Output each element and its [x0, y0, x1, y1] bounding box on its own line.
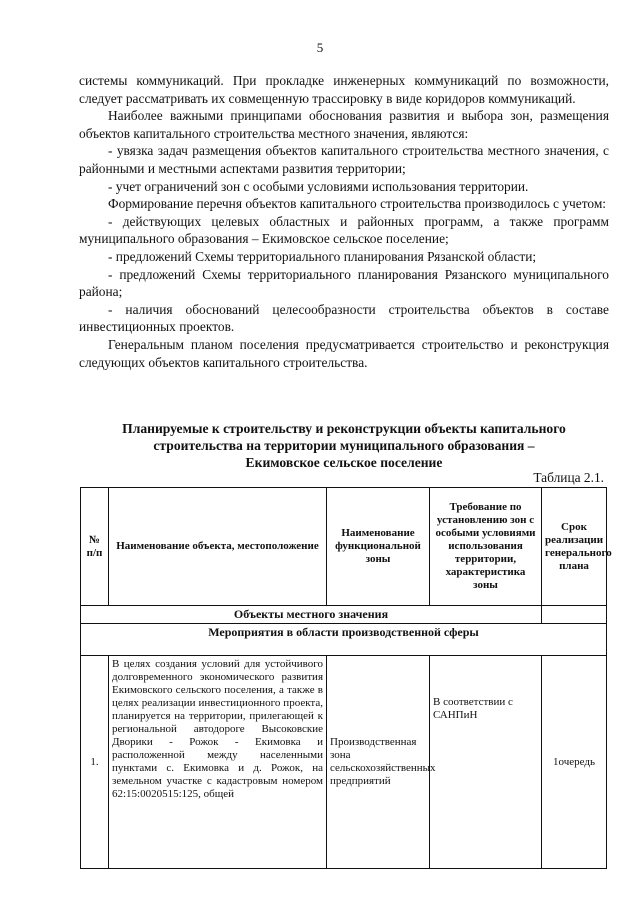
header-term: Срок реализации генерального плана [542, 488, 607, 606]
list-item: - учет ограничений зон с особыми условиями использования территории. [108, 178, 529, 194]
zone-name: Производственная зона сельскохозяйственных предприятий [327, 656, 430, 869]
table-label: Таблица 2.1. [533, 470, 604, 485]
paragraph: Формирование перечня объектов капитального строительства производилось с учетом: [108, 196, 607, 212]
object-description: В целях создания условий для устойчивого долговременного экономического развития Екимовского сельского поселения, а также в целях реализации инвестиционного проекта, планируется на территории, прилегающей к региональной автодороге Высоковские Дворики - Рожок - Екимовка и расположенной между населенными пунктами с. Екимовка и д. Рожок, на земельном участке с кадастровым номером 62:15:0020515:125, общей [109, 656, 327, 869]
row-number: 1. [81, 656, 109, 869]
table-heading-line: строительства на территории муниципального образования – [153, 438, 535, 453]
list-item: - увязка задач размещения объектов капитального строительства местного значения, с районными и местными аспектами развития территории; [79, 143, 609, 176]
header-zone: Наименование функциональной зоны [327, 488, 430, 606]
table-header-row [81, 488, 607, 606]
table-heading-line: Планируемые к строительству и реконструкции объекты капитального [122, 421, 566, 436]
header-num: № п/п [81, 488, 109, 606]
body-text [79, 72, 609, 371]
table-heading-line: Екимовское сельское поселение [245, 455, 443, 470]
objects-table [80, 487, 612, 869]
paragraph: системы коммуникаций. При прокладке инженерных коммуникаций по возможности, следует рассматривать их совмещенную трассировку в виде коридоров коммуникаций. [79, 73, 609, 106]
list-item: - действующих целевых областных и районных программ, а также программ муниципального образования – Екимовское сельское поселение; [79, 213, 609, 247]
list-item: - предложений Схемы территориального планирования Рязанской области; [108, 248, 537, 264]
paragraph: Наиболее важными принципами обоснования развития и выбора зон, размещения объектов капитального строительства местного значения, являются: [79, 108, 609, 141]
header-requirement: Требование по установлению зон с особыми условиями использования территории, характеристика зоны [430, 488, 542, 606]
empty-cell [542, 606, 607, 624]
subsection-title: Мероприятия в области производственной сферы [81, 624, 607, 656]
page-number: 5 [316, 40, 324, 55]
table-row [81, 656, 607, 869]
list-item: - предложений Схемы территориального планирования Рязанского муниципального района; [79, 266, 609, 300]
implementation-term: 1очередь [542, 656, 607, 869]
table-heading [79, 420, 609, 471]
section-title: Объекты местного значения [81, 606, 542, 624]
list-item: - наличия обоснований целесообразности строительства объектов в составе инвестиционных проектов. [79, 301, 609, 335]
section-row [81, 606, 607, 624]
header-object-name: Наименование объекта, местоположение [109, 488, 327, 606]
subsection-row [81, 624, 607, 656]
paragraph: Генеральным планом поселения предусматривается строительство и реконструкция следующих объектов капитального строительства. [79, 336, 609, 370]
zone-requirement: В соответствии с САНПиН [430, 656, 542, 869]
